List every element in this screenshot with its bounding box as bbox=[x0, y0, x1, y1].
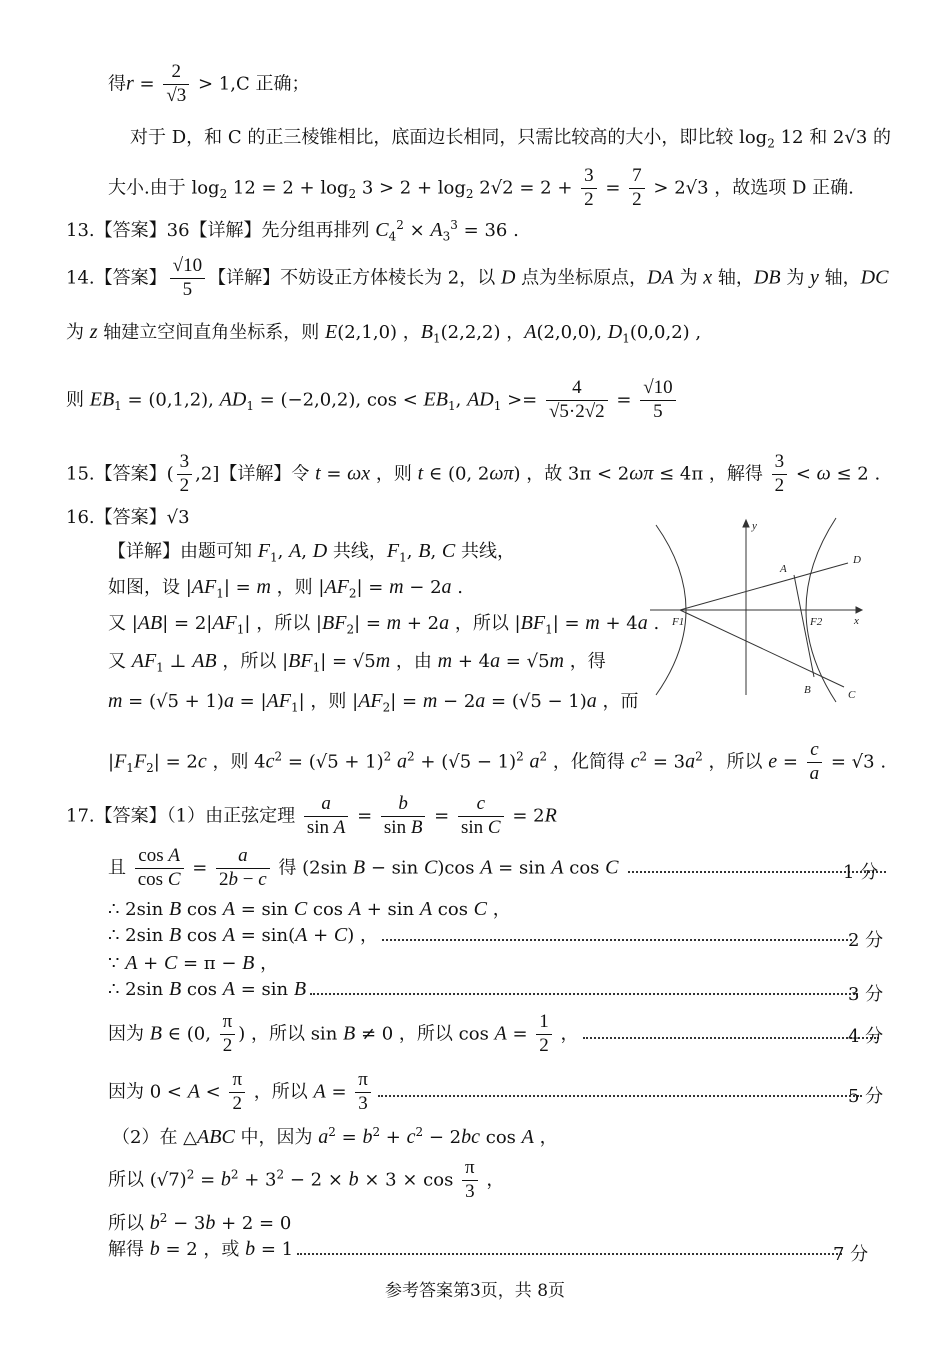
question-13: 13.【答案】36【详解】先分组再排列 $C_4^2 \times A_3^3 = 36$ . bbox=[66, 218, 519, 244]
label-b: B bbox=[804, 684, 811, 696]
label-y: y bbox=[752, 520, 757, 532]
score-4: 4 分 bbox=[848, 1026, 884, 1047]
line-f1-d bbox=[680, 563, 848, 610]
q17-step-10: 解得 b = 2 ，或 b = 1 bbox=[108, 1238, 846, 1260]
score-3: 3 分 bbox=[848, 984, 884, 1005]
q17-step-6: 因为 B ∈ (0, $\frac{\pi}{2}$ ) ，所以 sin B ≠ 0 ，所以 cos A = $\frac{1}{2}$ ， bbox=[108, 1012, 883, 1057]
q17-step-7: 因为 0 < A < $\frac{\pi}{2}$ ，所以 A = $\frac{\pi}{3}$ bbox=[108, 1070, 866, 1115]
question-17: 17.【答案】（1）由正弦定理 $\frac{a}{\text{sin A}}$ = $\frac{b}{\text{sin B}}$ = $\frac{c}{\text{sin C}}$ = 2R bbox=[66, 793, 557, 838]
score-2: 2 分 bbox=[848, 930, 884, 951]
q17-step-4: ∵ A + C = π − B ， bbox=[108, 952, 279, 974]
hyperbola-figure bbox=[648, 515, 876, 705]
q17-step-5: ∴ 2sin B cos A = sin B bbox=[108, 978, 862, 1000]
line-r-value: 得r = $\frac{2}{√3}$ > 1,C 正确； bbox=[108, 61, 310, 106]
question-14-line-1: 14.【答案】 $\frac{√10}{5}$ 【详解】不妨设正方体棱长为 2，以 D 点为坐标原点，DA 为 x 轴，DB 为 y 轴，DC bbox=[66, 255, 889, 300]
question-16-step-a: 【详解】由题可知 $F_1$, A, D 共线，$F_1$, B, C 共线， bbox=[108, 540, 515, 565]
question-16-step-c: 又 $|AB| = 2|AF_1|$ ，所以 $|BF_2| = m + 2a$ ，所以 $|BF_1| = m + 4a$ . bbox=[108, 612, 660, 637]
label-a: A bbox=[780, 563, 787, 575]
question-14-line-3: 则 $EB_1 = (0,1,2)$, $AD_1 = (-2,0,2)$, $\cos < EB_1$, $AD_1$ >= $\frac{4}{√5\cdot 2√2}$ = $\frac{√10}{5}$ bbox=[66, 378, 679, 423]
x-axis-arrow bbox=[856, 607, 862, 613]
label-f2: F2 bbox=[810, 616, 823, 628]
question-15: 15.【答案】( $\frac{3}{2}$ ,2]【详解】令 t = ωx ，则 t ∈ (0, 2ωπ) ，故 3π < 2ωπ ≤ 4π ，解得 $\frac{3}{2}$ < ω ≤ 2 . bbox=[66, 451, 881, 496]
q17-step-2: ∴ 2sin B cos A = sin C cos A + sin A cos C ， bbox=[108, 898, 511, 920]
q17-step-3: ∴ 2sin B cos A = sin(A + C) ， bbox=[108, 924, 856, 946]
question-16-step-b: 如图，设 $|AF_1| = m$ ，则 $|AF_2| = m - 2a$ . bbox=[108, 576, 463, 601]
label-f1: F1 bbox=[672, 616, 685, 628]
text-de: 得 bbox=[108, 73, 126, 95]
line-conclusion-d: 大小.由于 $\log_2 12 = 2 + \log_2 3 > 2 + \log_2 2√2 = 2$ + $\frac{3}{2}$ = $\frac{7}{2}$ > 2√3 ，故选项 D 正确. bbox=[108, 165, 854, 210]
line-compare-d: 对于 D，和 C 的正三棱锥相比，底面边长相同，只需比较高的大小，即比较 $\log_2 12$ 和 2√3 的 bbox=[130, 127, 892, 151]
q17-step-9: 所以 $b^2 - 3b + 2 = 0$ bbox=[108, 1211, 292, 1234]
label-x: x bbox=[854, 615, 859, 627]
score-1: 1 分 bbox=[843, 862, 879, 883]
score-5: 5 分 bbox=[848, 1086, 884, 1107]
page-footer: 参考答案第3页，共 8页 bbox=[384, 1281, 566, 1301]
question-16-step-f: $|F_1F_2| = 2c$ ，则 $4c^2 = (√5 + 1)^2$ $a^2 + (√5 - 1)^2$ $a^2$ ，化简得 $c^2 = 3a^2$ ，所以 e = $\frac{c}{a}$ = √3 . bbox=[108, 739, 887, 784]
q17-part-2: （2）在 △ABC 中，因为 $a^2 = b^2 + c^2 - 2bc$ cos A ， bbox=[112, 1125, 558, 1148]
question-14-line-2: 为 z 轴建立空间直角坐标系，则 E(2,1,0) ，$B_1(2,2,2)$ ，A(2,0,0), $D_1(0,0,2)$ , bbox=[66, 321, 702, 346]
question-16: 16.【答案】√3 bbox=[66, 507, 190, 528]
label-c: C bbox=[848, 689, 856, 701]
question-16-step-e: $m = (√5 + 1)a = |AF_1|$ ，则 $|AF_2| = m - 2a = (√5 - 1)a$ ，而 bbox=[108, 690, 639, 715]
q17-step-1: 且 $\frac{\text{cos A}}{\text{cos C}}$ = $\frac{a}{2b - c}$ 得 (2sin B − sin C)cos A = sin A cos C bbox=[108, 846, 890, 891]
q17-step-8: 所以 $(√7)^2 = b^2 + 3^2 - 2 \times b \times 3 \times \cos$ $\frac{\pi}{3}$ ， bbox=[108, 1157, 505, 1202]
label-d: D bbox=[853, 554, 861, 566]
y-axis-arrow bbox=[743, 520, 749, 527]
score-7: 7 分 bbox=[833, 1244, 869, 1265]
question-16-step-d: 又 $AF_1$ ⊥ AB ，所以 $|BF_1| = √5m$ ，由 m + 4a = √5m ，得 bbox=[108, 650, 606, 675]
